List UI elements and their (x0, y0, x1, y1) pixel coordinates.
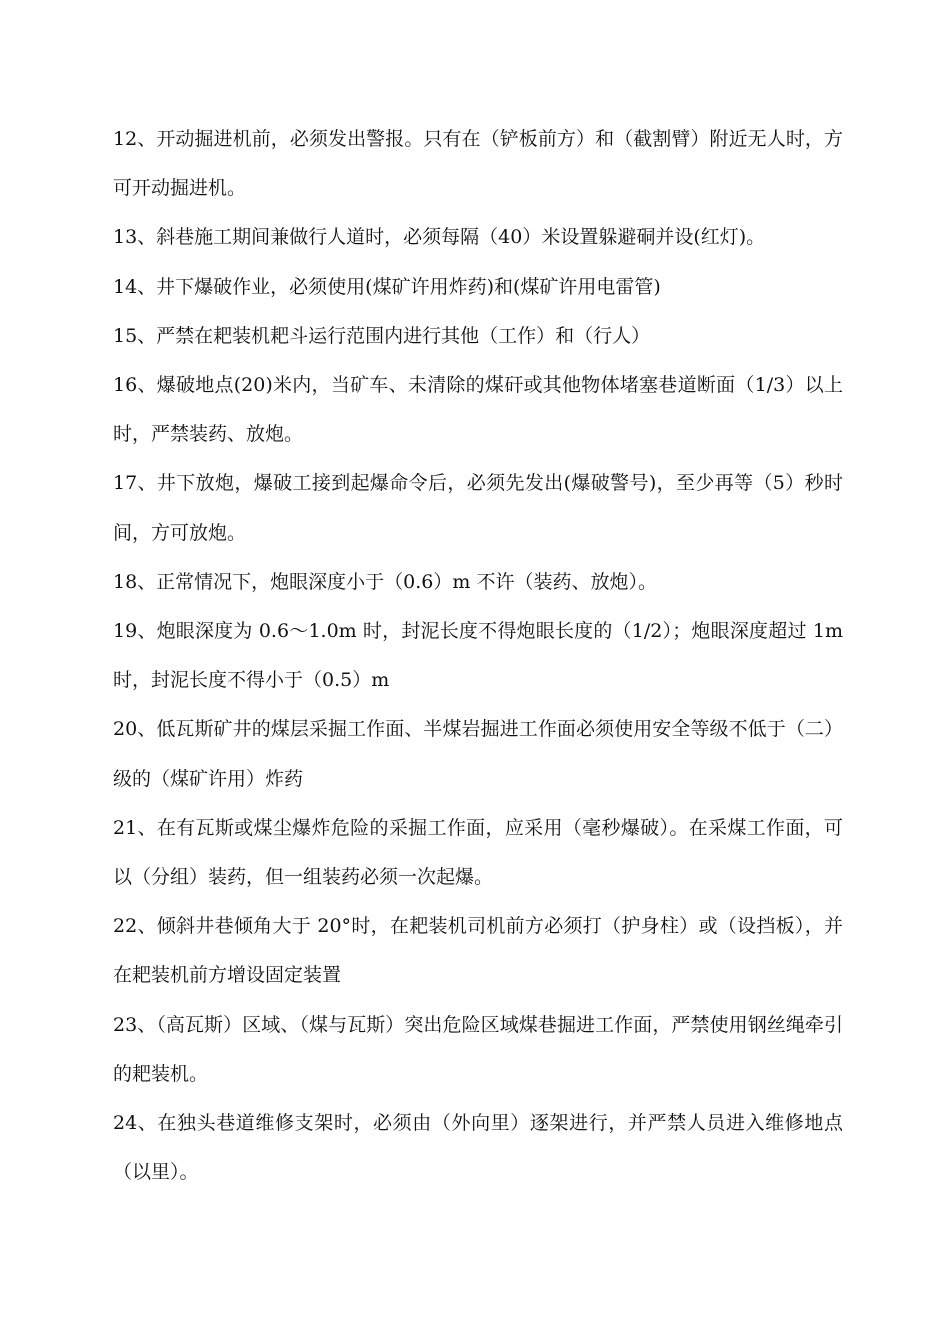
question-19: 19、炮眼深度为 0.6～1.0m 时，封泥长度不得炮眼长度的（1/2）；炮眼深度超过 1m 时，封泥长度不得小于（0.5）m (113, 620, 843, 692)
question-15: 15、严禁在耙装机耙斗运行范围内进行其他（工作）和（行人） (113, 324, 651, 347)
question-23: 23、（高瓦斯）区域、（煤与瓦斯）突出危险区域煤巷掘进工作面，严禁使用钢丝绳牵引的耙装机。 (113, 1013, 843, 1085)
question-17: 17、井下放炮，爆破工接到起爆命令后，必须先发出(爆破警号)，至少再等（5）秒时间，方可放炮。 (113, 472, 843, 544)
question-12: 12、开动掘进机前，必须发出警报。只有在（铲板前方）和（截割臂）附近无人时，方可开动掘进机。 (113, 128, 843, 200)
question-20: 20、低瓦斯矿井的煤层采掘工作面、半煤岩掘进工作面必须使用安全等级不低于（二）级的（煤矿许用）炸药 (113, 718, 843, 790)
question-16: 16、爆破地点(20)米内，当矿车、未清除的煤矸或其他物体堵塞巷道断面（1/3）以上时，严禁装药、放炮。 (113, 374, 843, 446)
question-13: 13、斜巷施工期间兼做行人道时，必须每隔（40）米设置躲避硐并设(红灯)。 (113, 226, 766, 249)
document-body (113, 115, 843, 1197)
question-21: 21、在有瓦斯或煤尘爆炸危险的采掘工作面，应采用（毫秒爆破）。在采煤工作面，可以（分组）装药，但一组装药必须一次起爆。 (113, 816, 843, 889)
question-18: 18、正常情况下，炮眼深度小于（0.6）m 不许（装药、放炮）。 (113, 570, 657, 593)
question-14: 14、井下爆破作业，必须使用(煤矿许用炸药)和(煤矿许用电雷管) (113, 275, 661, 298)
question-24: 24、在独头巷道维修支架时，必须由（外向里）逐架进行，并严禁人员进入维修地点（以里）。 (113, 1112, 843, 1184)
question-22: 22、倾斜井巷倾角大于 20°时，在耙装机司机前方必须打（护身柱）或（设挡板），并在耙装机前方增设固定装置 (113, 915, 843, 987)
